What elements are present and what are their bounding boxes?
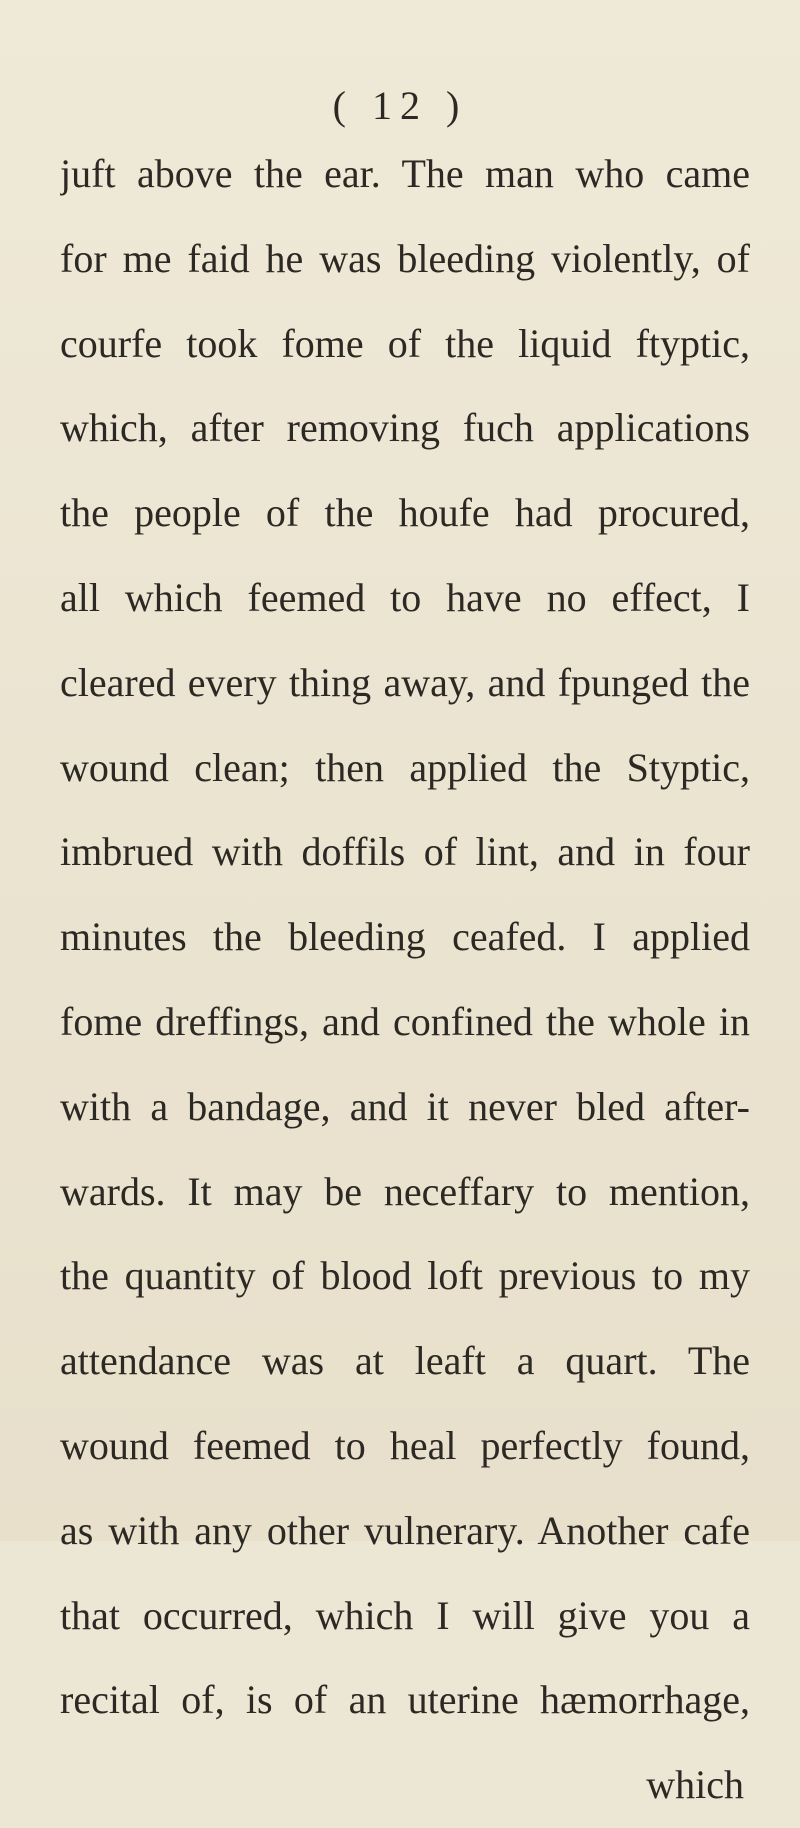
page-number: ( 12 ) <box>332 83 468 128</box>
text-line: wound clean; then applied the Styptic, <box>60 744 750 790</box>
text-line: imbrued with doffils of lint, and in four <box>60 829 750 875</box>
text-line: all which feemed to have no effect, I <box>60 574 750 620</box>
text-line: as with any other vulnerary. Another cafe <box>60 1507 750 1553</box>
text-line: with a bandage, and it never bled after- <box>60 1083 750 1129</box>
text-line: attendance was at leaft a quart. The <box>60 1338 750 1384</box>
text-line: minutes the bleeding ceafed. I applied <box>60 914 750 960</box>
text-line: which, after removing fuch applications <box>60 405 750 451</box>
text-line: juft above the ear. The man who came <box>60 151 750 196</box>
text-line: the quantity of blood loft previous to my <box>60 1253 750 1299</box>
text-line: fome dreffings, and confined the whole in <box>60 998 750 1044</box>
text-line: the people of the houfe had procured, <box>60 490 750 536</box>
text-line: that occurred, which I will give you a <box>60 1592 750 1638</box>
text-line: cleared every thing away, and fpunged the <box>60 659 750 705</box>
catchword: which <box>646 1762 744 1808</box>
text-line: for me faid he was bleeding violently, of <box>60 235 750 281</box>
body-text <box>60 132 750 1828</box>
text-line: wound feemed to heal perfectly found, <box>60 1422 750 1468</box>
text-line: courfe took fome of the liquid ftyptic, <box>60 320 750 366</box>
text-line: recital of, is of an uterine hæmorrhage, <box>60 1677 750 1723</box>
text-line: wards. It may be neceffary to mention, <box>60 1168 750 1214</box>
